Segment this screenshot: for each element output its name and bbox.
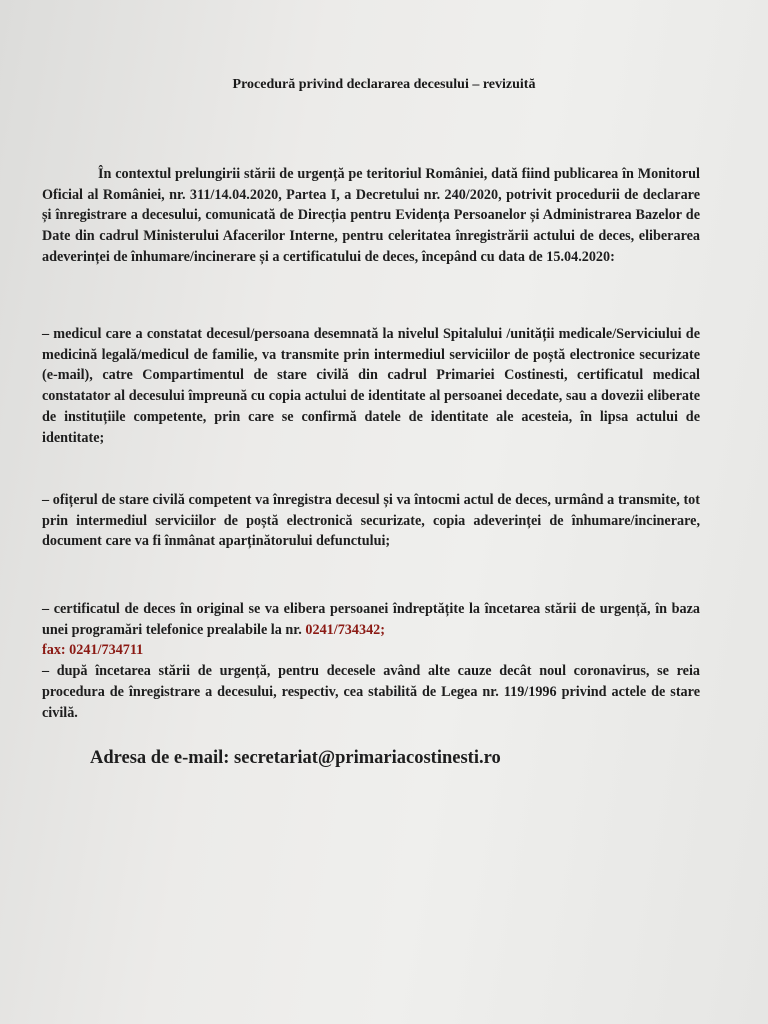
paragraph-dupa-incetare: – după încetarea stării de urgență, pentru decesele având alte cauze decât noul coronavirus, se reia procedura de înregistrare a decesului, respectiv, cea stabilită de Legea nr. 119/1996 privind actele de stare civilă. [42,663,700,721]
paragraph-context: În contextul prelungirii stării de urgență pe teritoriul României, dată fiind publicarea în Monitorul Oficial al României, nr. 311/14.04.2020, Partea I, a Decretului nr. 240/2020, potrivit procedurii de declarare și înregistrare a decesului, comunicată de Direcția pentru Evidența Persoanelor și Administrarea Bazelor de Date din cadrul Ministerului Afacerilor Interne, pentru celeritatea înregistrării actului de deces, eliberarea adeverinței de înhumare/incinerare și a certificatului de deces, începând cu data de 15.04.2020: [42,166,700,265]
paragraph-ofiter: – ofițerul de stare civilă competent va înregistra decesul și va întocmi actul de deces, urmând a transmite, tot prin intermediul serviciilor de poștă electronică securizate, copia adeverinței de înhumare/incinerare, document care va fi înmânat aparținătorului defunctului; [42,492,700,550]
phone-number: 0241/734342; [305,621,385,638]
paragraph-block-certificat [42,599,700,723]
document-title: Procedură privind declararea decesului – revizuită [232,77,536,92]
email-address: Adresa de e-mail: secretariat@primariacostinesti.ro [90,748,501,768]
paragraph-medic: – medicul care a constatat decesul/persoana desemnată la nivelul Spitalului /unității medicale/Serviciului de medicină legală/medicul de familie, va transmite prin intermediul serviciilor de poștă electronice securizate (e-mail), catre Compartimentul de stare civilă din cadrul Primariei Costinesti, certificatul medical constatator al decesului împreună cu copia actului de identitate al persoanei decedate, sau a dovezii eliberate de instituțiile competente, prin care se confirmă datele de identitate ale acesteia, în lipsa actului de identitate; [42,326,700,446]
fax-number: fax: 0241/734711 [42,642,144,659]
paragraph-certificat: – certificatul de deces în original se va elibera persoanei îndreptățite la încetarea stării de urgență, în baza unei programări telefonice prealabile la nr. [42,601,700,638]
